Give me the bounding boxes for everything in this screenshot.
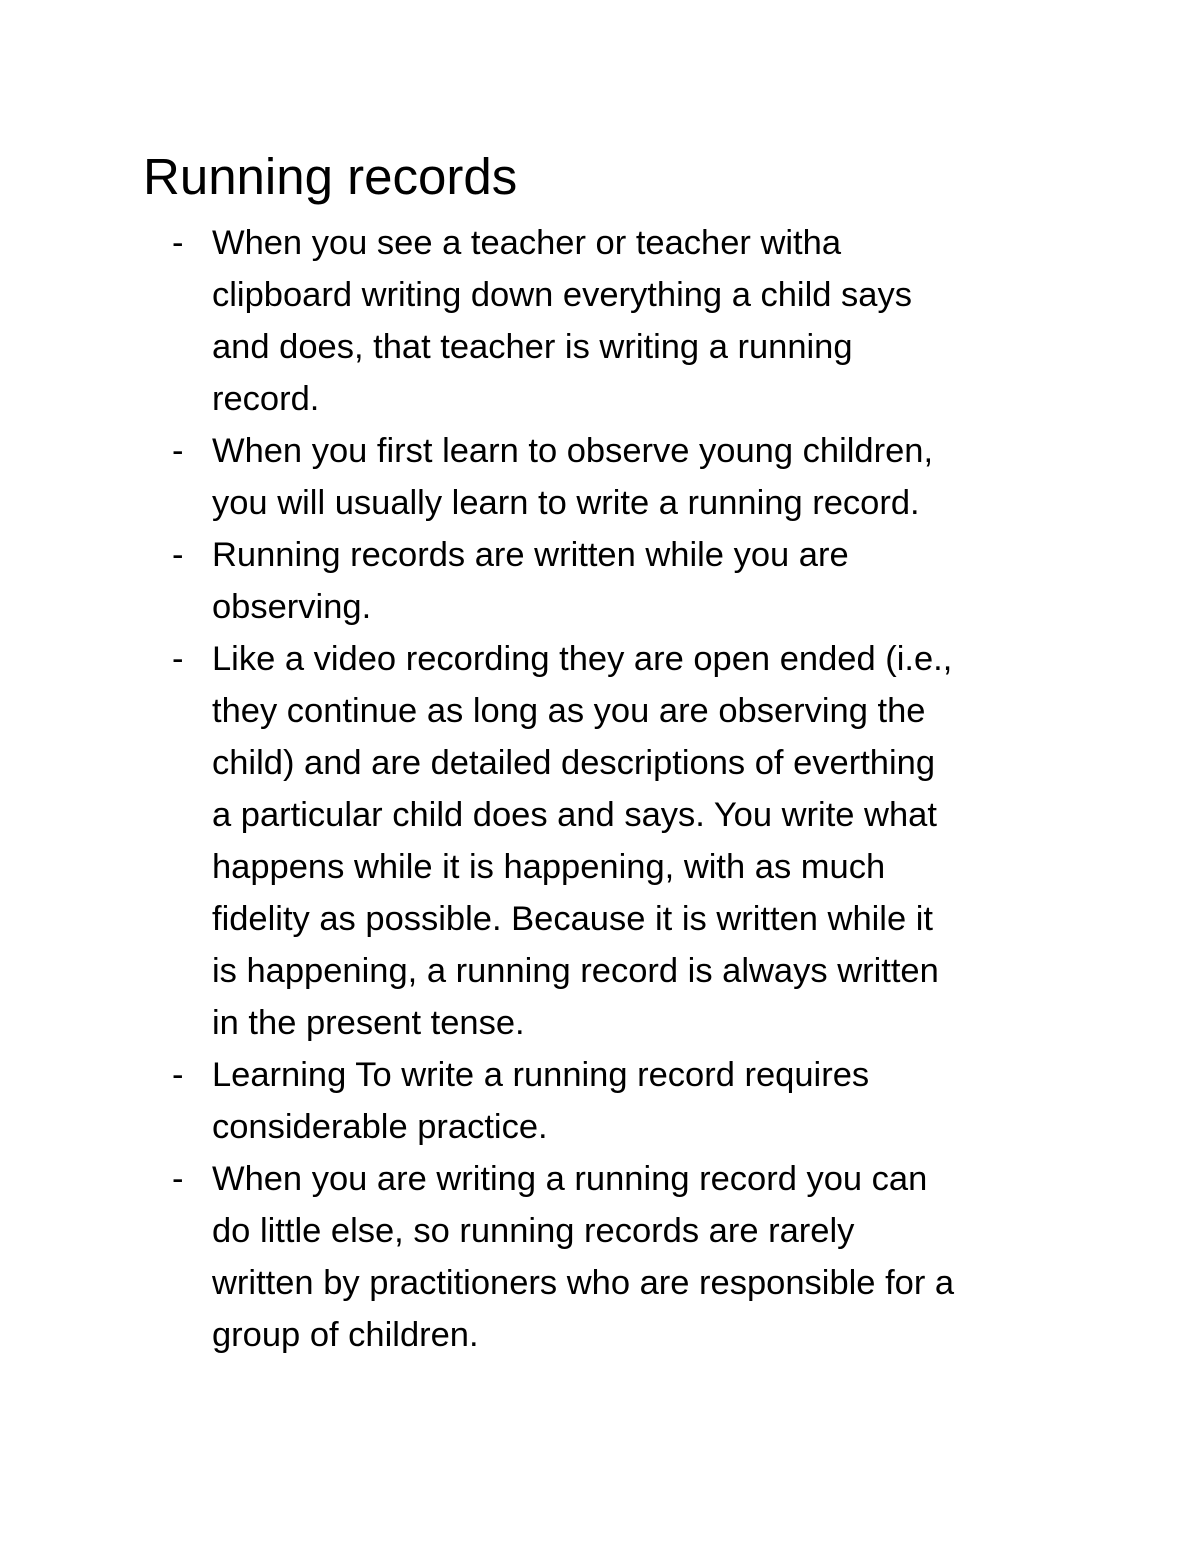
bullet-dash: - — [172, 224, 184, 262]
bullet-text-line: When you see a teacher or teacher witha — [212, 224, 842, 262]
bullet-text-line: Like a video recording they are open ended (i.e., — [212, 640, 953, 678]
bullet-text-line: When you are writing a running record you can — [212, 1160, 928, 1198]
bullet-text-line: happens while it is happening, with as much — [212, 848, 886, 886]
list-item — [172, 529, 1072, 633]
list-item — [172, 1153, 1072, 1361]
bullet-text-line: you will usually learn to write a running record. — [212, 484, 920, 522]
bullet-text-line: do little else, so running records are rarely — [212, 1212, 855, 1250]
bullet-text-line: and does, that teacher is writing a running — [212, 328, 853, 366]
bullet-dash: - — [172, 1056, 184, 1094]
list-item — [172, 217, 1072, 425]
bullet-dash: - — [172, 536, 184, 574]
list-item — [172, 1049, 1072, 1153]
bullet-text-line: they continue as long as you are observing the — [212, 692, 926, 730]
list-item — [172, 633, 1072, 1049]
bullet-text-line: group of children. — [212, 1316, 479, 1354]
bullet-dash: - — [172, 432, 184, 470]
bullet-text-line: child) and are detailed descriptions of everthing — [212, 744, 936, 782]
bullet-text-line: fidelity as possible. Because it is written while it — [212, 900, 933, 938]
bullet-text-line: a particular child does and says. You write what — [212, 796, 937, 834]
bullet-text-line: considerable practice. — [212, 1108, 548, 1146]
page-title: Running records — [143, 148, 518, 205]
bullet-dash: - — [172, 1160, 184, 1198]
bullet-list — [172, 217, 1072, 1361]
bullet-dash: - — [172, 640, 184, 678]
bullet-text-line: Learning To write a running record requires — [212, 1056, 870, 1094]
bullet-text-line: in the present tense. — [212, 1004, 525, 1042]
bullet-text-line: observing. — [212, 588, 372, 626]
bullet-text-line: written by practitioners who are responsible for a — [212, 1264, 955, 1302]
bullet-text-line: When you first learn to observe young children, — [212, 432, 934, 470]
bullet-text-line: Running records are written while you are — [212, 536, 849, 574]
list-item — [172, 425, 1072, 529]
bullet-text-line: clipboard writing down everything a child says — [212, 276, 912, 314]
bullet-text-line: record. — [212, 380, 320, 418]
bullet-text-line: is happening, a running record is always written — [212, 952, 939, 990]
